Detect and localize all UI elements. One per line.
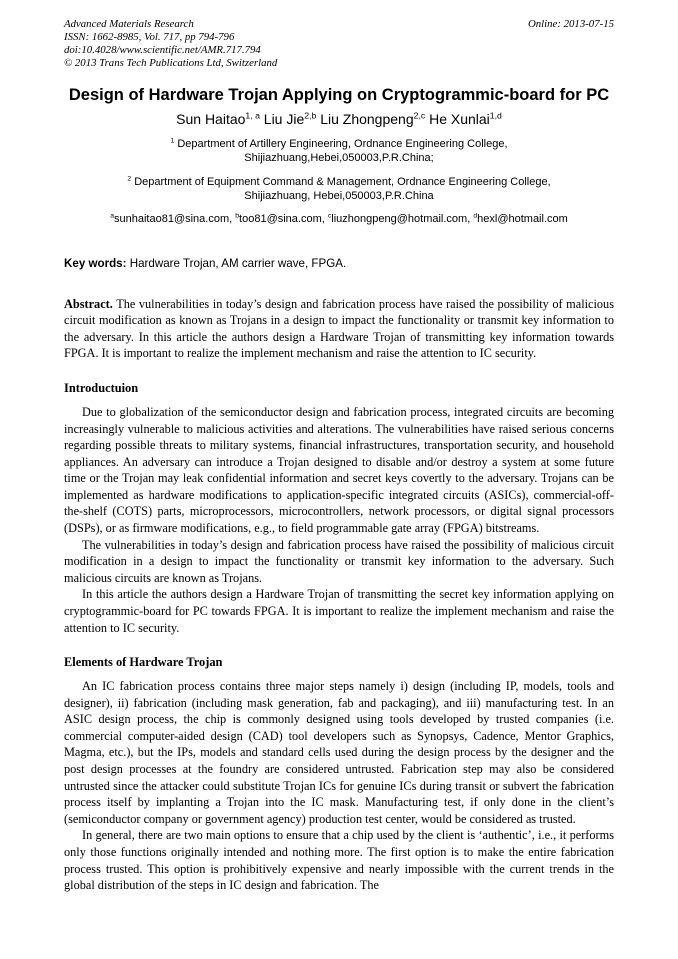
author-superscript: 1,d [489, 109, 502, 120]
affiliation-line: $^2$ Department of Equipment Command & Management, Ordnance Engineering College, [127, 174, 551, 188]
affiliation-line: Shijiazhuang, Hebei,050003,P.R.China [244, 190, 434, 203]
affiliation-superscript: 1 [170, 136, 175, 144]
author-name: Liu Jie [263, 110, 305, 127]
author-email: too81@sina.com [239, 212, 322, 225]
author-email: liuzhongpeng@hotmail.com [331, 212, 468, 225]
abstract-label: Abstract. [64, 296, 113, 311]
journal-info-line: ISSN: 1662-8985, Vol. 717, pp 794-796 [64, 30, 235, 43]
body-paragraph: The vulnerabilities in today’s design and fabrication process have raised the possibility of malicious circuit modification in a design to impact the functionality or transmit key information to the adversary. Such malicious circuits are known as Trojans. [64, 537, 614, 585]
author-superscript: 2,c [413, 109, 426, 120]
online-date: Online: 2013-07-15 [527, 18, 614, 30]
body-paragraph: Due to globalization of the semiconductor design and fabrication process, integrated circuits are becoming increasingly vulnerable to malicious activities and alterations. The vulnerabilities have raised serious concerns regarding possible threats to military systems, financial infrastructures, transportation security, and household appliances. An adversary can introduce a Trojan designed to disable and/or destroy a system at some future time or the Trojan may leak confidential information and secret keys covertly to the adversary. Trojans can be implemented as hardware modifications to application-specific integrated circuits (ASICs), commercial-off-the-shelf (COTS) parts, microprocessors, microcontrollers, network processors, or digital signal processors (DSPs), or as firmware modifications, e.g., to field programmable gate array (FPGA) bitstreams. [64, 404, 614, 536]
body-paragraph: In general, there are two main options to ensure that a chip used by the client is ‘authentic’, i.e., it performs only those functions originally intended and nothing more. The first option is to make the entire fabrication process trusted. This option is prohibitively expensive and nearly impossible with the current trends in the global distribution of the steps in IC design and fabrication. The [64, 828, 614, 893]
author-name: Sun Haitao [176, 110, 246, 127]
author-name: He Xunlai [429, 110, 490, 127]
affiliation-line: Shijiazhuang,Hebei,050003,P.R.China; [244, 152, 434, 165]
author-email: hexl@hotmail.com [477, 212, 568, 225]
keywords-line [64, 257, 614, 270]
paper-title: Design of Hardware Trojan Applying on Cryptogrammic-board for PC [68, 85, 610, 104]
author-emails: $^a$sunhaitao81@sina.com, $^b$too81@sina.com, $^c$liuzhongpeng@hotmail.com, $^d$hexl@hotmail.com [110, 212, 568, 225]
author-name: Liu Zhongpeng [320, 110, 414, 127]
authors-line [64, 111, 614, 127]
section-heading: Introductuion [64, 381, 139, 396]
affiliation-line: $^1$ Department of Artillery Engineering, Ordnance Engineering College, [170, 136, 508, 150]
journal-info-line: doi:10.4028/www.scientific.net/AMR.717.794 [64, 43, 261, 56]
affiliation-superscript: 2 [127, 174, 132, 182]
affiliation [64, 137, 614, 166]
journal-header [64, 18, 614, 70]
journal-info-line: © 2013 Trans Tech Publications Ltd, Switzerland [64, 56, 278, 69]
email-superscript: d [473, 212, 478, 220]
section-heading: Elements of Hardware Trojan [64, 655, 223, 670]
author-superscript: 1, a [245, 109, 260, 120]
body-paragraph: An IC fabrication process contains three major steps namely i) design (including IP, models, tools and designer), ii) fabrication (including mask generation, fab and packaging), and iii) manufacturing test. In an ASIC design process, the chip is commonly designed using tools developed by trusted companies (i.e. commercial computer-aided design (CAD) tool developers such as Synopsys, Cadence, Mentor Graphics, Magma, etc.), but the IPs, models and standard cells used during the design process by the designer and the post design processes at the foundry are considered untrusted. Fabrication step may also be considered untrusted since the attacker could substitute Trojan ICs for genuine ICs during transit or subvert the fabrication process itself by implanting a Trojan into the IC mask. Manufacturing test, if only done in the client’s (semiconductor company or government agency) production test center, would be considered as trusted. [64, 679, 614, 826]
email-superscript: a [110, 212, 114, 220]
email-superscript: b [235, 212, 240, 220]
journal-info [64, 18, 277, 70]
email-superscript: c [327, 212, 332, 220]
body-sections [64, 381, 614, 894]
keywords-label: Key words: [64, 256, 127, 270]
abstract-text: The vulnerabilities in today’s design and fabrication process have raised the possibility of malicious circuit modification as known as Trojans in a design to impact the functionality or transmit key information to the adversary. In this article the authors design a Hardware Trojan of transmitting key information towards FPGA. It is important to realize the implement mechanism and raise the attention to IC security. [64, 296, 614, 361]
body-paragraph: In this article the authors design a Hardware Trojan of transmitting the secret key information applying on cryptogrammic-board for PC towards FPGA. It is important to realize the implement mechanism and raise the attention to IC security. [64, 587, 614, 635]
keywords-text: Hardware Trojan, AM carrier wave, FPGA. [129, 256, 347, 270]
author-email: sunhaitao81@sina.com [114, 212, 230, 225]
affiliation [64, 175, 614, 204]
abstract [64, 296, 614, 362]
author-superscript: 2,b [304, 109, 317, 120]
affiliations-block [64, 137, 614, 204]
journal-info-line: Advanced Materials Research [64, 18, 194, 30]
